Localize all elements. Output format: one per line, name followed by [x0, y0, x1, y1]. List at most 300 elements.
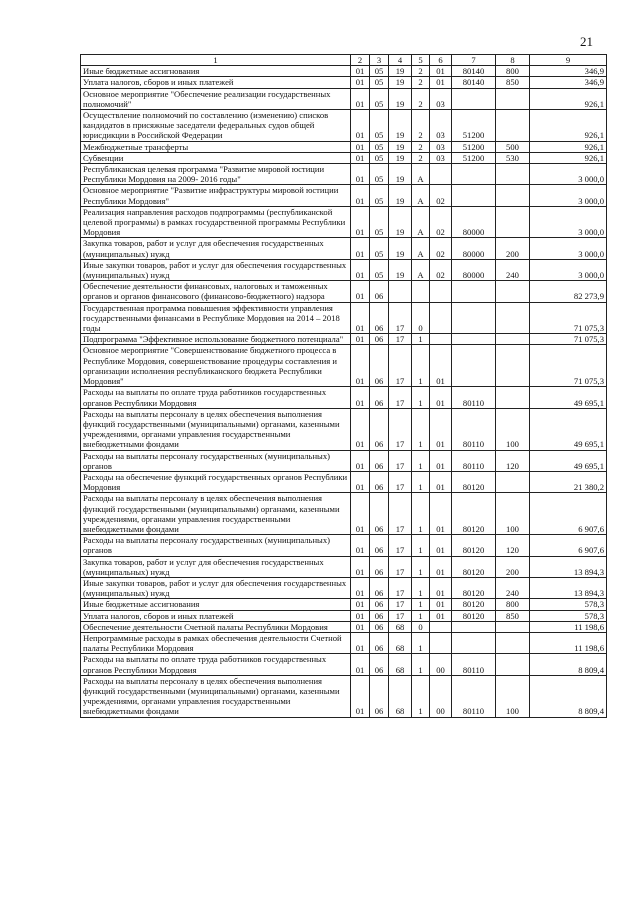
program-code-cell: 1: [412, 408, 430, 450]
table-row: [81, 408, 607, 450]
amount-cell: 926,1: [530, 152, 607, 163]
table-row: [81, 387, 607, 408]
subsection-code-cell: 19: [389, 206, 412, 238]
target-item-code-cell: 51200: [452, 152, 496, 163]
program-code-cell: А: [412, 185, 430, 206]
item-name-cell: Расходы на выплаты персоналу в целях обеспечения выполнения функций государственными (муниципальными) органами, казенными учреждениями, органами управления государственными внебюджетными фондами: [81, 675, 351, 717]
amount-cell: 13 894,3: [530, 577, 607, 598]
table-row: [81, 493, 607, 535]
budget-table: [80, 54, 607, 718]
target-item-code-cell: 80120: [452, 556, 496, 577]
amount-cell: 71 075,3: [530, 334, 607, 345]
header-cell: 3: [370, 55, 389, 66]
section-code-cell: 06: [370, 471, 389, 492]
expense-type-code-cell: 200: [496, 556, 530, 577]
subprogram-code-cell: [430, 302, 452, 334]
section-code-cell: 05: [370, 110, 389, 142]
expense-type-code-cell: [496, 345, 530, 387]
table-row: [81, 654, 607, 675]
item-name-cell: Основное мероприятие "Совершенствование бюджетного процесса в Республике Мордовия, совершенствование процедуры составления и организации исполнения республиканского бюджета Республики Мордовия": [81, 345, 351, 387]
chapter-code-cell: 01: [351, 334, 370, 345]
target-item-code-cell: 80120: [452, 471, 496, 492]
section-code-cell: 06: [370, 621, 389, 632]
table-row: [81, 88, 607, 109]
item-name-cell: Расходы на выплаты персоналу государственных (муниципальных) органов: [81, 450, 351, 471]
program-code-cell: 1: [412, 493, 430, 535]
subprogram-code-cell: 01: [430, 345, 452, 387]
chapter-code-cell: 01: [351, 621, 370, 632]
subprogram-code-cell: [430, 164, 452, 185]
item-name-cell: Уплата налогов, сборов и иных платежей: [81, 77, 351, 88]
target-item-code-cell: 80120: [452, 610, 496, 621]
expense-type-code-cell: [496, 302, 530, 334]
program-code-cell: 0: [412, 621, 430, 632]
header-cell: 1: [81, 55, 351, 66]
program-code-cell: 1: [412, 577, 430, 598]
item-name-cell: Государственная программа повышения эффективности управления государственными финансами в Республике Мордовия на 2014 – 2018 годы: [81, 302, 351, 334]
table-row: [81, 577, 607, 598]
program-code-cell: 0: [412, 302, 430, 334]
table-row: [81, 206, 607, 238]
expense-type-code-cell: 100: [496, 675, 530, 717]
chapter-code-cell: 01: [351, 654, 370, 675]
target-item-code-cell: 51200: [452, 141, 496, 152]
target-item-code-cell: 80110: [452, 408, 496, 450]
table-row: [81, 141, 607, 152]
program-code-cell: 1: [412, 471, 430, 492]
table-header-row: [81, 55, 607, 66]
subsection-code-cell: 19: [389, 88, 412, 109]
target-item-code-cell: 80000: [452, 206, 496, 238]
expense-type-code-cell: 100: [496, 493, 530, 535]
target-item-code-cell: [452, 88, 496, 109]
section-code-cell: 05: [370, 88, 389, 109]
target-item-code-cell: [452, 345, 496, 387]
chapter-code-cell: 01: [351, 152, 370, 163]
section-code-cell: 06: [370, 345, 389, 387]
subsection-code-cell: 17: [389, 610, 412, 621]
subsection-code-cell: 19: [389, 77, 412, 88]
program-code-cell: 1: [412, 654, 430, 675]
table-row: [81, 471, 607, 492]
item-name-cell: Иные закупки товаров, работ и услуг для обеспечения государственных (муниципальных) нужд: [81, 259, 351, 280]
item-name-cell: Иные бюджетные ассигнования: [81, 66, 351, 77]
program-code-cell: 1: [412, 599, 430, 610]
item-name-cell: Межбюджетные трансферты: [81, 141, 351, 152]
target-item-code-cell: [452, 164, 496, 185]
subprogram-code-cell: 01: [430, 535, 452, 556]
program-code-cell: 1: [412, 450, 430, 471]
target-item-code-cell: 80110: [452, 387, 496, 408]
amount-cell: 3 000,0: [530, 259, 607, 280]
item-name-cell: Республиканская целевая программа "Развитие мировой юстиции Республики Мордовия на 2009- 2016 годы": [81, 164, 351, 185]
section-code-cell: 05: [370, 77, 389, 88]
subprogram-code-cell: 03: [430, 141, 452, 152]
program-code-cell: 1: [412, 345, 430, 387]
table-row: [81, 610, 607, 621]
page-number: 21: [580, 34, 593, 49]
header-cell: 8: [496, 55, 530, 66]
item-name-cell: Обеспечение деятельности финансовых, налоговых и таможенных органов и органов финансового (финансово-бюджетного) надзора: [81, 281, 351, 302]
chapter-code-cell: 01: [351, 493, 370, 535]
program-code-cell: 2: [412, 110, 430, 142]
program-code-cell: 2: [412, 141, 430, 152]
amount-cell: 3 000,0: [530, 206, 607, 238]
header-cell: 9: [530, 55, 607, 66]
amount-cell: 6 907,6: [530, 535, 607, 556]
subprogram-code-cell: [430, 621, 452, 632]
subprogram-code-cell: 01: [430, 493, 452, 535]
program-code-cell: А: [412, 259, 430, 280]
expense-type-code-cell: [496, 387, 530, 408]
item-name-cell: Расходы на выплаты персоналу государственных (муниципальных) органов: [81, 535, 351, 556]
amount-cell: 926,1: [530, 88, 607, 109]
amount-cell: 3 000,0: [530, 164, 607, 185]
program-code-cell: [412, 281, 430, 302]
item-name-cell: Закупка товаров, работ и услуг для обеспечения государственных (муниципальных) нужд: [81, 556, 351, 577]
amount-cell: 578,3: [530, 599, 607, 610]
chapter-code-cell: 01: [351, 345, 370, 387]
chapter-code-cell: 01: [351, 88, 370, 109]
amount-cell: 11 198,6: [530, 632, 607, 653]
subprogram-code-cell: 02: [430, 238, 452, 259]
subsection-code-cell: 19: [389, 259, 412, 280]
target-item-code-cell: [452, 621, 496, 632]
section-code-cell: 05: [370, 141, 389, 152]
program-code-cell: 1: [412, 632, 430, 653]
expense-type-code-cell: 850: [496, 77, 530, 88]
amount-cell: 11 198,6: [530, 621, 607, 632]
expense-type-code-cell: [496, 185, 530, 206]
expense-type-code-cell: 500: [496, 141, 530, 152]
chapter-code-cell: 01: [351, 471, 370, 492]
table-row: [81, 450, 607, 471]
program-code-cell: 2: [412, 66, 430, 77]
chapter-code-cell: 01: [351, 408, 370, 450]
subsection-code-cell: 19: [389, 66, 412, 77]
subsection-code-cell: 68: [389, 675, 412, 717]
table-row: [81, 535, 607, 556]
item-name-cell: Закупка товаров, работ и услуг для обеспечения государственных (муниципальных) нужд: [81, 238, 351, 259]
section-code-cell: 05: [370, 164, 389, 185]
subsection-code-cell: 17: [389, 345, 412, 387]
program-code-cell: А: [412, 206, 430, 238]
amount-cell: 21 380,2: [530, 471, 607, 492]
item-name-cell: Расходы на выплаты персоналу в целях обеспечения выполнения функций государственными (муниципальными) органами, казенными учреждениями, органами управления государственными внебюджетными фондами: [81, 493, 351, 535]
subsection-code-cell: 17: [389, 302, 412, 334]
subprogram-code-cell: 01: [430, 450, 452, 471]
table-row: [81, 152, 607, 163]
section-code-cell: 06: [370, 654, 389, 675]
program-code-cell: 2: [412, 77, 430, 88]
subprogram-code-cell: 03: [430, 110, 452, 142]
expense-type-code-cell: [496, 654, 530, 675]
subprogram-code-cell: 03: [430, 152, 452, 163]
amount-cell: 578,3: [530, 610, 607, 621]
section-code-cell: 06: [370, 387, 389, 408]
chapter-code-cell: 01: [351, 164, 370, 185]
table-row: [81, 66, 607, 77]
subprogram-code-cell: 00: [430, 654, 452, 675]
program-code-cell: 1: [412, 610, 430, 621]
table-row: [81, 77, 607, 88]
chapter-code-cell: 01: [351, 206, 370, 238]
chapter-code-cell: 01: [351, 675, 370, 717]
expense-type-code-cell: [496, 621, 530, 632]
expense-type-code-cell: 530: [496, 152, 530, 163]
subprogram-code-cell: 01: [430, 408, 452, 450]
section-code-cell: 05: [370, 259, 389, 280]
section-code-cell: 06: [370, 408, 389, 450]
table-row: [81, 110, 607, 142]
target-item-code-cell: 80110: [452, 675, 496, 717]
item-name-cell: Основное мероприятие "Обеспечение реализации государственных полномочий": [81, 88, 351, 109]
chapter-code-cell: 01: [351, 141, 370, 152]
target-item-code-cell: 80140: [452, 66, 496, 77]
section-code-cell: 06: [370, 450, 389, 471]
subprogram-code-cell: 01: [430, 77, 452, 88]
item-name-cell: Расходы на обеспечение функций государственных органов Республики Мордовия: [81, 471, 351, 492]
subsection-code-cell: 17: [389, 535, 412, 556]
section-code-cell: 06: [370, 302, 389, 334]
subprogram-code-cell: 02: [430, 185, 452, 206]
program-code-cell: 1: [412, 535, 430, 556]
section-code-cell: 05: [370, 152, 389, 163]
expense-type-code-cell: 120: [496, 535, 530, 556]
amount-cell: 3 000,0: [530, 185, 607, 206]
expense-type-code-cell: [496, 88, 530, 109]
amount-cell: 926,1: [530, 141, 607, 152]
subsection-code-cell: 17: [389, 599, 412, 610]
subprogram-code-cell: 01: [430, 577, 452, 598]
subprogram-code-cell: [430, 334, 452, 345]
target-item-code-cell: 80120: [452, 599, 496, 610]
chapter-code-cell: 01: [351, 577, 370, 598]
chapter-code-cell: 01: [351, 450, 370, 471]
amount-cell: 82 273,9: [530, 281, 607, 302]
section-code-cell: 06: [370, 632, 389, 653]
item-name-cell: Субвенции: [81, 152, 351, 163]
chapter-code-cell: 01: [351, 302, 370, 334]
table-row: [81, 185, 607, 206]
table-row: [81, 632, 607, 653]
item-name-cell: Реализация направления расходов подпрограммы (республиканской целевой программы) в рамках государственной программы Республики Мордовия: [81, 206, 351, 238]
chapter-code-cell: 01: [351, 599, 370, 610]
item-name-cell: Основное мероприятие "Развитие инфраструктуры мировой юстиции Республики Мордовия": [81, 185, 351, 206]
chapter-code-cell: 01: [351, 185, 370, 206]
target-item-code-cell: 80120: [452, 535, 496, 556]
subsection-code-cell: 68: [389, 632, 412, 653]
subsection-code-cell: 17: [389, 493, 412, 535]
item-name-cell: Подпрограмма "Эффективное использование бюджетного потенциала": [81, 334, 351, 345]
target-item-code-cell: [452, 185, 496, 206]
item-name-cell: Иные закупки товаров, работ и услуг для обеспечения государственных (муниципальных) нужд: [81, 577, 351, 598]
amount-cell: 926,1: [530, 110, 607, 142]
section-code-cell: 06: [370, 599, 389, 610]
program-code-cell: 1: [412, 387, 430, 408]
target-item-code-cell: 80000: [452, 259, 496, 280]
table-row: [81, 621, 607, 632]
subsection-code-cell: 19: [389, 164, 412, 185]
item-name-cell: Расходы на выплаты персоналу в целях обеспечения выполнения функций государственными (муниципальными) органами, казенными учреждениями, органами управления государственными внебюджетными фондами: [81, 408, 351, 450]
amount-cell: 6 907,6: [530, 493, 607, 535]
expense-type-code-cell: 240: [496, 259, 530, 280]
section-code-cell: 05: [370, 185, 389, 206]
subsection-code-cell: 17: [389, 408, 412, 450]
subsection-code-cell: 17: [389, 450, 412, 471]
expense-type-code-cell: [496, 110, 530, 142]
target-item-code-cell: 80110: [452, 450, 496, 471]
amount-cell: 49 695,1: [530, 450, 607, 471]
subprogram-code-cell: 01: [430, 471, 452, 492]
chapter-code-cell: 01: [351, 632, 370, 653]
expense-type-code-cell: 800: [496, 599, 530, 610]
subsection-code-cell: 68: [389, 621, 412, 632]
subprogram-code-cell: 02: [430, 206, 452, 238]
table-row: [81, 599, 607, 610]
subsection-code-cell: 19: [389, 110, 412, 142]
header-cell: 5: [412, 55, 430, 66]
target-item-code-cell: 80000: [452, 238, 496, 259]
expense-type-code-cell: 100: [496, 408, 530, 450]
chapter-code-cell: 01: [351, 259, 370, 280]
expense-type-code-cell: 120: [496, 450, 530, 471]
chapter-code-cell: 01: [351, 535, 370, 556]
amount-cell: 3 000,0: [530, 238, 607, 259]
table-row: [81, 238, 607, 259]
amount-cell: 13 894,3: [530, 556, 607, 577]
target-item-code-cell: 80140: [452, 77, 496, 88]
expense-type-code-cell: 200: [496, 238, 530, 259]
subprogram-code-cell: 01: [430, 599, 452, 610]
subsection-code-cell: 19: [389, 185, 412, 206]
program-code-cell: 2: [412, 152, 430, 163]
chapter-code-cell: 01: [351, 238, 370, 259]
subprogram-code-cell: 01: [430, 610, 452, 621]
subsection-code-cell: 17: [389, 471, 412, 492]
subsection-code-cell: 19: [389, 141, 412, 152]
subprogram-code-cell: 02: [430, 259, 452, 280]
chapter-code-cell: 01: [351, 281, 370, 302]
chapter-code-cell: 01: [351, 556, 370, 577]
item-name-cell: Обеспечение деятельности Счетной палаты Республики Мордовия: [81, 621, 351, 632]
section-code-cell: 06: [370, 675, 389, 717]
amount-cell: 8 809,4: [530, 675, 607, 717]
table-row: [81, 281, 607, 302]
subprogram-code-cell: 01: [430, 387, 452, 408]
amount-cell: 8 809,4: [530, 654, 607, 675]
expense-type-code-cell: [496, 206, 530, 238]
expense-type-code-cell: [496, 334, 530, 345]
expense-type-code-cell: [496, 632, 530, 653]
expense-type-code-cell: [496, 164, 530, 185]
chapter-code-cell: 01: [351, 77, 370, 88]
section-code-cell: 06: [370, 577, 389, 598]
header-cell: 7: [452, 55, 496, 66]
section-code-cell: 06: [370, 610, 389, 621]
chapter-code-cell: 01: [351, 610, 370, 621]
subprogram-code-cell: [430, 632, 452, 653]
program-code-cell: А: [412, 164, 430, 185]
item-name-cell: Расходы на выплаты по оплате труда работников государственных органов Республики Мордовия: [81, 387, 351, 408]
table-row: [81, 164, 607, 185]
amount-cell: 71 075,3: [530, 302, 607, 334]
program-code-cell: 2: [412, 88, 430, 109]
subsection-code-cell: 19: [389, 238, 412, 259]
target-item-code-cell: [452, 632, 496, 653]
table-row: [81, 334, 607, 345]
expense-type-code-cell: 850: [496, 610, 530, 621]
subprogram-code-cell: 03: [430, 88, 452, 109]
section-code-cell: 06: [370, 535, 389, 556]
target-item-code-cell: 80120: [452, 493, 496, 535]
section-code-cell: 06: [370, 556, 389, 577]
amount-cell: 49 695,1: [530, 408, 607, 450]
item-name-cell: Иные бюджетные ассигнования: [81, 599, 351, 610]
chapter-code-cell: 01: [351, 110, 370, 142]
subprogram-code-cell: [430, 281, 452, 302]
subsection-code-cell: [389, 281, 412, 302]
subsection-code-cell: 17: [389, 556, 412, 577]
table-row: [81, 259, 607, 280]
amount-cell: 346,9: [530, 66, 607, 77]
subsection-code-cell: 19: [389, 152, 412, 163]
subprogram-code-cell: 01: [430, 556, 452, 577]
table-row: [81, 675, 607, 717]
item-name-cell: Уплата налогов, сборов и иных платежей: [81, 610, 351, 621]
item-name-cell: Непрограммные расходы в рамках обеспечения деятельности Счетной палаты Республики Мордовия: [81, 632, 351, 653]
amount-cell: 71 075,3: [530, 345, 607, 387]
amount-cell: 49 695,1: [530, 387, 607, 408]
section-code-cell: 05: [370, 66, 389, 77]
subsection-code-cell: 17: [389, 387, 412, 408]
subsection-code-cell: 17: [389, 577, 412, 598]
chapter-code-cell: 01: [351, 387, 370, 408]
expense-type-code-cell: [496, 281, 530, 302]
section-code-cell: 05: [370, 206, 389, 238]
section-code-cell: 05: [370, 238, 389, 259]
program-code-cell: А: [412, 238, 430, 259]
chapter-code-cell: 01: [351, 66, 370, 77]
subsection-code-cell: 68: [389, 654, 412, 675]
target-item-code-cell: 80120: [452, 577, 496, 598]
header-cell: 2: [351, 55, 370, 66]
subprogram-code-cell: 00: [430, 675, 452, 717]
table-row: [81, 556, 607, 577]
program-code-cell: 1: [412, 334, 430, 345]
program-code-cell: 1: [412, 556, 430, 577]
target-item-code-cell: [452, 302, 496, 334]
section-code-cell: 06: [370, 281, 389, 302]
section-code-cell: 06: [370, 334, 389, 345]
expense-type-code-cell: [496, 471, 530, 492]
table-row: [81, 345, 607, 387]
header-cell: 6: [430, 55, 452, 66]
amount-cell: 346,9: [530, 77, 607, 88]
expense-type-code-cell: 800: [496, 66, 530, 77]
header-cell: 4: [389, 55, 412, 66]
target-item-code-cell: 51200: [452, 110, 496, 142]
table-row: [81, 302, 607, 334]
subprogram-code-cell: 01: [430, 66, 452, 77]
expense-type-code-cell: 240: [496, 577, 530, 598]
program-code-cell: 1: [412, 675, 430, 717]
target-item-code-cell: [452, 281, 496, 302]
section-code-cell: 06: [370, 493, 389, 535]
item-name-cell: Осуществление полномочий по составлению (изменению) списков кандидатов в присяжные заседатели федеральных судов общей юрисдикции в Российской Федерации: [81, 110, 351, 142]
subsection-code-cell: 17: [389, 334, 412, 345]
item-name-cell: Расходы на выплаты по оплате труда работников государственных органов Республики Мордовия: [81, 654, 351, 675]
